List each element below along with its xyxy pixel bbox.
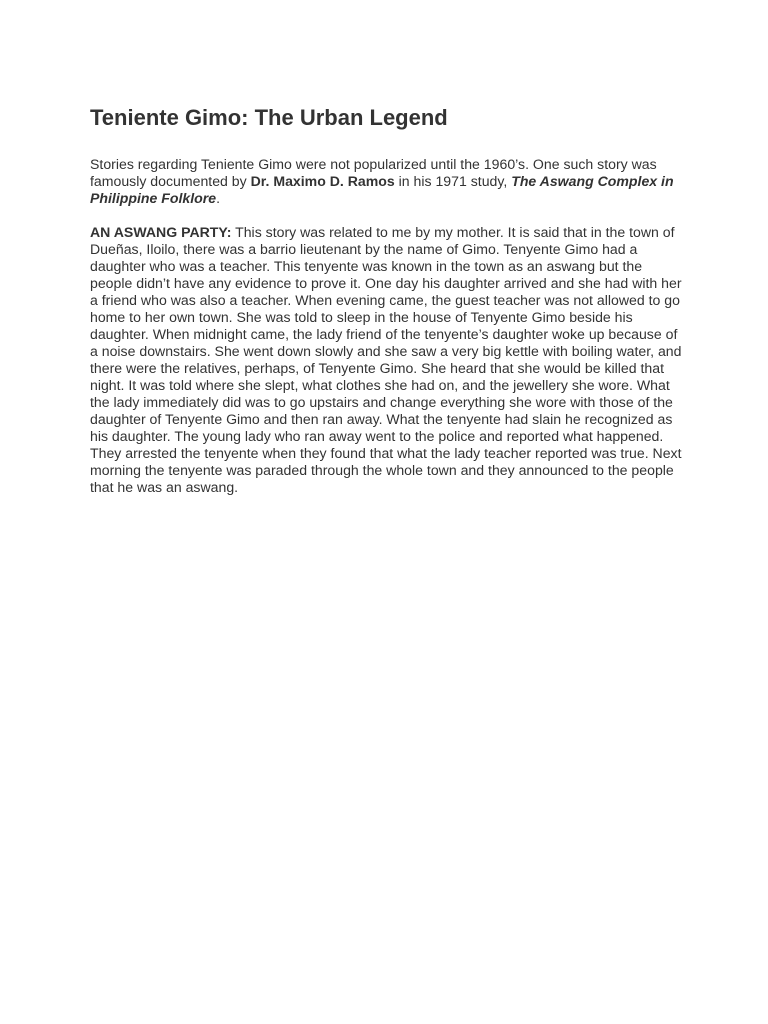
story-heading: AN ASWANG PARTY:	[90, 224, 232, 240]
story-paragraph	[90, 224, 682, 496]
intro-text-1: Stories regarding Teniente Gimo were not popularized until the 1960’s. One such story was famously documented by	[90, 156, 657, 189]
intro-paragraph	[90, 156, 682, 207]
story-body: This story was related to me by my mother. It is said that in the town of Dueñas, Iloilo, there was a barrio lieutenant by the name of Gimo. Tenyente Gimo had a daughter who was a teacher. This tenyente was known in the town as an aswang but the people didn’t have any evidence to prove it. One day his daughter arrived and she had with her a friend who was also a teacher. When evening came, the guest teacher was not allowed to go home to her own town. She was told to sleep in the house of Tenyente Gimo beside his daughter. When midnight came, the lady friend of the tenyente’s daughter woke up because of a noise downstairs. She went down slowly and she saw a very big kettle with boiling water, and there were the relatives, perhaps, of Tenyente Gimo. She heard that she would be killed that night. It was told where she slept, what clothes she had on, and the jewellery she wore. What the lady immediately did was to go upstairs and change everything she wore with those of the daughter of Tenyente Gimo and then ran away. What the tenyente had slain he recognized as his daughter. The young lady who ran away went to the police and reported what happened. They arrested the tenyente when they found that what the lady teacher reported was true. Next morning the tenyente was paraded through the whole town and they announced to the people that he was an aswang.	[90, 224, 682, 495]
document-title: Teniente Gimo: The Urban Legend	[90, 105, 448, 130]
document-page	[90, 104, 682, 496]
intro-text-3: .	[216, 190, 220, 206]
author-name: Dr. Maximo D. Ramos	[250, 173, 395, 189]
study-title: The Aswang Complex in Philippine Folklore	[90, 173, 674, 206]
intro-text-2: in his 1971 study,	[394, 173, 512, 189]
